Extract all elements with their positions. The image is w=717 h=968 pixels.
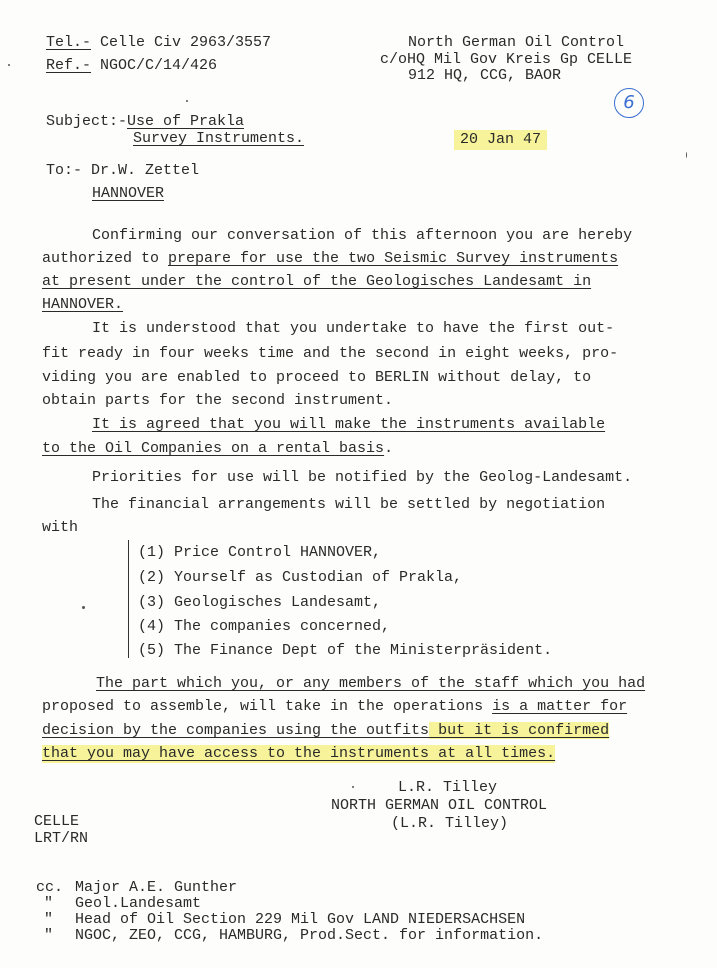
- cc-label: cc.: [36, 879, 64, 896]
- reference-line: [46, 57, 217, 75]
- list-item: (2) Yourself as Custodian of Prakla,: [138, 569, 463, 586]
- org-line-3: 912 HQ, CCG, BAOR: [408, 67, 562, 84]
- tel-value: Celle Civ 2963/3557: [100, 34, 272, 51]
- letter-date: 20 Jan 47: [454, 130, 547, 150]
- p3-line-1: It is agreed that you will make the instruments available: [92, 416, 606, 433]
- p3-line-2-underlined: to the Oil Companies on a rental basis: [42, 440, 385, 457]
- org-line-2: c/oHQ Mil Gov Kreis Gp CELLE: [380, 51, 633, 68]
- origin-initials: LRT/RN: [34, 830, 89, 847]
- p2-line-1: It is understood that you undertake to have the first out-: [92, 320, 615, 337]
- p1-line-2: [42, 250, 618, 268]
- page-number-mark: 6: [614, 88, 644, 118]
- p6-line-4: that you may have access to the instruments at all times.: [42, 745, 556, 762]
- cc-recipient: Geol.Landesamt: [75, 895, 202, 912]
- ref-value: NGOC/C/14/426: [100, 57, 218, 74]
- p1-line-3: at present under the control of the Geologisches Landesamt in: [42, 273, 592, 290]
- ref-label: Ref.-: [46, 57, 92, 74]
- p6-line-2-underlined: is a matter for: [492, 698, 628, 715]
- list-item: (1) Price Control HANNOVER,: [138, 544, 382, 561]
- p1-line-4: HANNOVER.: [42, 296, 124, 313]
- p3-line-2-end: .: [384, 440, 394, 457]
- subject-text-2: Survey Instruments.: [133, 130, 305, 147]
- subject-text-1: Use of Prakla: [127, 113, 245, 130]
- paper-speck: [686, 152, 687, 158]
- paper-speck: [82, 606, 85, 609]
- p4-line: Priorities for use will be notified by the Geolog-Landesamt.: [92, 469, 633, 486]
- list-item: (4) The companies concerned,: [138, 618, 391, 635]
- subject-label: Subject:-: [46, 113, 128, 130]
- cc-recipient: Major A.E. Gunther: [75, 879, 238, 896]
- p6-line-2: [42, 698, 627, 716]
- ditto-mark: ": [44, 927, 54, 944]
- cc-recipient: Head of Oil Section 229 Mil Gov LAND NIEDERSACHSEN: [75, 911, 526, 928]
- signature-name: L.R. Tilley: [398, 779, 498, 796]
- p1-line-2-start: authorized to: [42, 250, 169, 267]
- signature-typed-name: (L.R. Tilley): [391, 815, 509, 832]
- tel-label: Tel.-: [46, 34, 92, 51]
- origin-place: CELLE: [34, 813, 80, 830]
- list-bracket: [128, 540, 129, 658]
- p1-line-1: Confirming our conversation of this afternoon you are hereby: [92, 227, 633, 244]
- org-line-1: North German Oil Control: [408, 34, 625, 51]
- p5-line-2: with: [42, 519, 79, 536]
- cc-recipient: NGOC, ZEO, CCG, HAMBURG, Prod.Sect. for information.: [75, 927, 544, 944]
- subject-line-1: [46, 113, 244, 131]
- addressee-city: HANNOVER: [92, 185, 165, 202]
- ditto-mark: ": [44, 895, 54, 912]
- p6-line-2-start: proposed to assemble, will take in the operations: [42, 698, 493, 715]
- list-item: (5) The Finance Dept of the Ministerpräsident.: [138, 642, 553, 659]
- p6-line-3: [42, 722, 609, 740]
- p6-line-3-underlined: decision by the companies using the outfits: [42, 722, 430, 739]
- p6-line-1: The part which you, or any members of the staff which you had: [96, 675, 646, 692]
- signature-org: NORTH GERMAN OIL CONTROL: [331, 797, 548, 814]
- p1-line-2-underlined: prepare for use the two Seismic Survey instruments: [168, 250, 619, 267]
- addressee-name: To:- Dr.W. Zettel: [46, 162, 200, 179]
- p2-line-2: fit ready in four weeks time and the second in eight weeks, pro-: [42, 345, 619, 362]
- p6-line-3-highlighted: but it is confirmed: [429, 722, 610, 739]
- paper-speck: [352, 786, 354, 788]
- telephone-line: [46, 34, 271, 52]
- list-item: (3) Geologisches Landesamt,: [138, 594, 382, 611]
- paper-speck: [186, 100, 188, 102]
- p5-line-1: The financial arrangements will be settled by negotiation: [92, 496, 606, 513]
- paper-speck: [8, 64, 10, 66]
- p2-line-4: obtain parts for the second instrument.: [42, 392, 394, 409]
- p2-line-3: viding you are enabled to proceed to BERLIN without delay, to: [42, 369, 592, 386]
- ditto-mark: ": [44, 911, 54, 928]
- p3-line-2: [42, 440, 393, 458]
